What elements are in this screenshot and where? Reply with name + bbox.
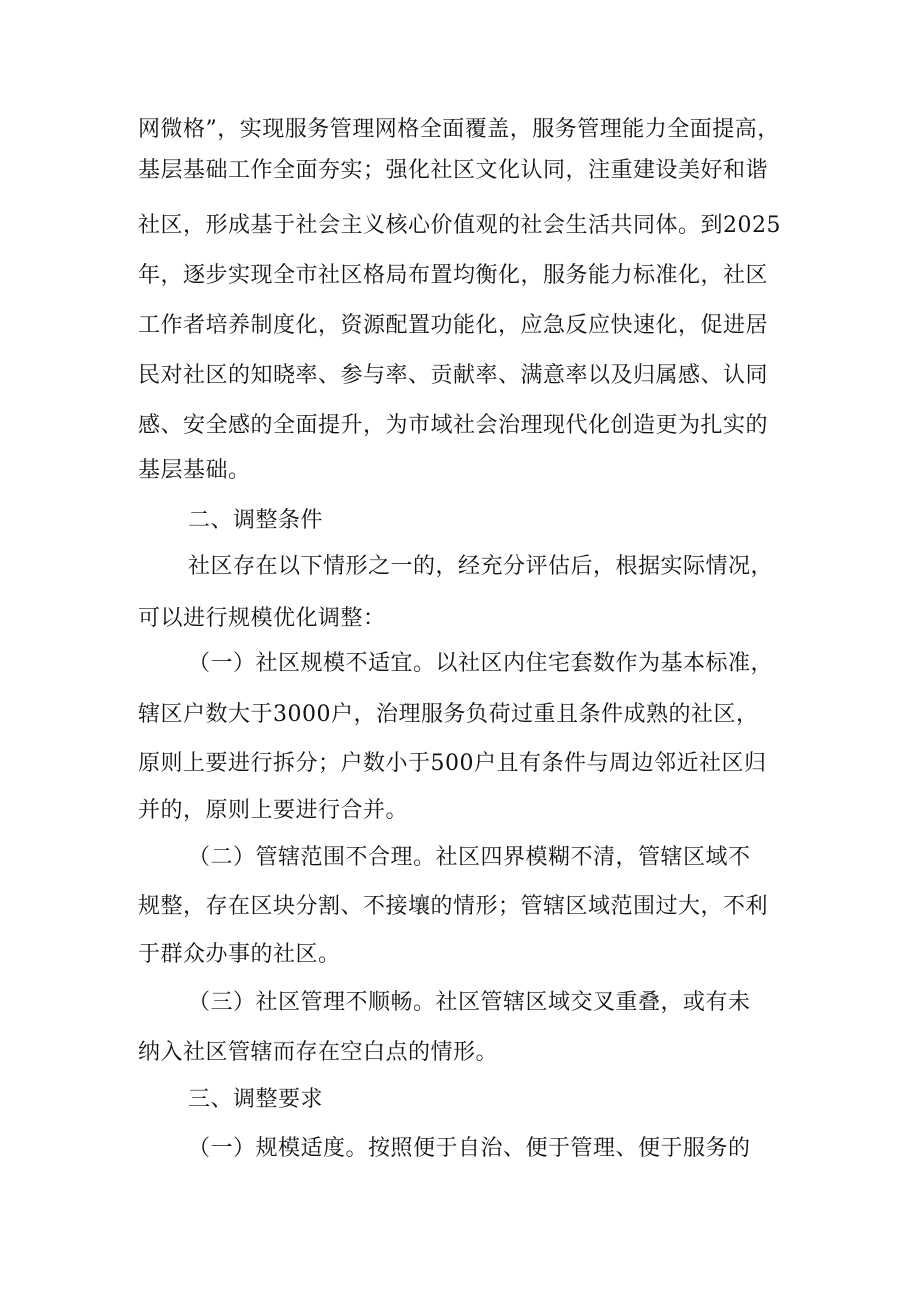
text-line: 规整，存在区块分割、不接壤的情形；管辖区域范围过大，不利 (138, 894, 769, 919)
text-line: 感、安全感的全面提升，为市域社会治理现代化创造更为扎实的 (138, 413, 769, 438)
text-line: 社区存在以下情形之一的，经充分评估后，根据实际情况， (188, 554, 774, 579)
text-line: 原则上要进行拆分；户数小于500户且有条件与周边邻近社区归 (138, 751, 767, 776)
text-line: 基层基础。 (138, 458, 251, 483)
text-line: 并的，原则上要进行合并。 (138, 798, 409, 823)
text-line: 基层基础工作全面夯实；强化社区文化认同，注重建设美好和谐 (138, 158, 769, 183)
text-line: （一）规模适度。按照便于自治、便于管理、便于服务的 (188, 1136, 751, 1161)
text-line: 年，逐步实现全市社区格局布置均衡化，服务能力标准化，社区 (138, 263, 769, 288)
section-heading: 二、调整条件 (188, 508, 324, 533)
text-line: 辖区户数大于3000户，治理服务负荷过重且条件成熟的社区， (138, 702, 759, 727)
text-line: （三）社区管理不顺畅。社区管辖区域交叉重叠，或有未 (188, 990, 751, 1015)
text-line: 纳入社区管辖而存在空白点的情形。 (138, 1040, 499, 1065)
section-heading: 三、调整要求 (188, 1087, 324, 1112)
text-line: 社区，形成基于社会主义核心价值观的社会生活共同体。到2025 (138, 213, 781, 238)
text-line: 于群众办事的社区。 (138, 942, 341, 967)
text-line: （一）社区规模不适宜。以社区内住宅套数作为基本标准， (188, 651, 774, 676)
text-line: 可以进行规模优化调整： (138, 606, 386, 631)
text-line: 工作者培养制度化，资源配置功能化，应急反应快速化，促进居 (138, 313, 769, 338)
text-line: 民对社区的知晓率、参与率、贡献率、满意率以及归属感、认同 (138, 363, 769, 388)
text-line: （二）管辖范围不合理。社区四界模糊不清，管辖区域不 (188, 845, 751, 870)
text-line: 网微格”，实现服务管理网格全面覆盖，服务管理能力全面提高， (138, 117, 780, 142)
